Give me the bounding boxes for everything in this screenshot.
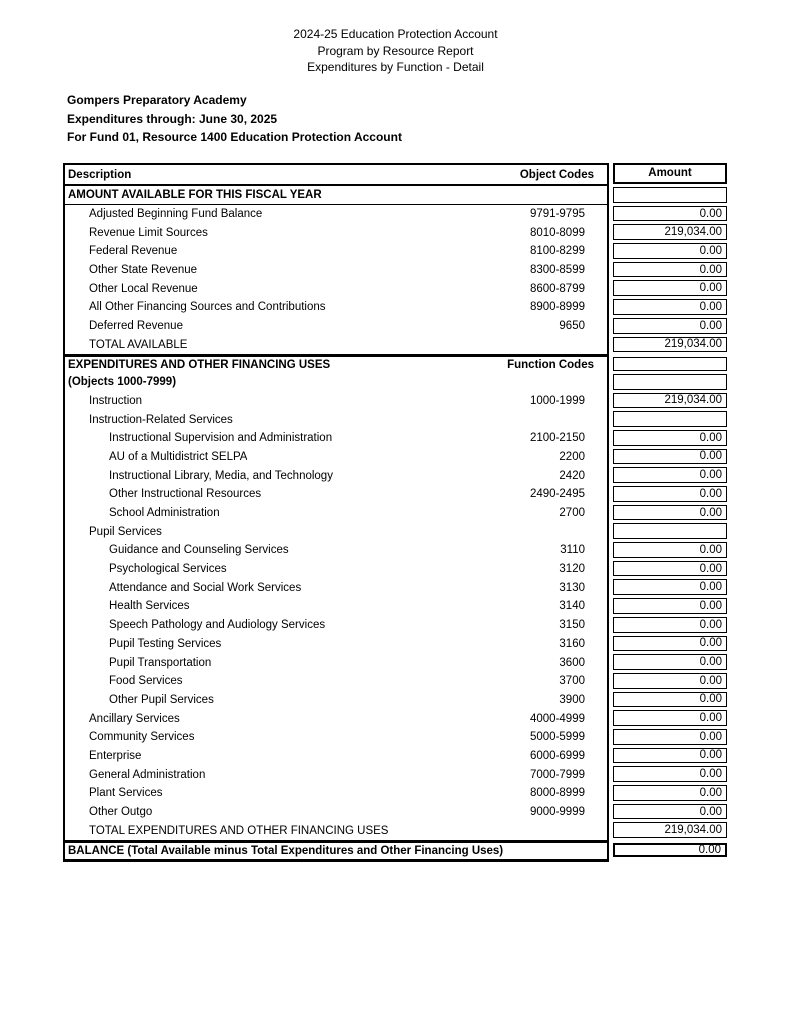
- row-label: Revenue Limit Sources: [89, 226, 208, 239]
- row-object-code: 3900: [559, 693, 585, 706]
- row-label: Other State Revenue: [89, 264, 198, 277]
- amount-row: [613, 336, 727, 355]
- table-row: [65, 354, 607, 373]
- table-row: [65, 522, 607, 541]
- table-row: [65, 597, 607, 616]
- amount-row: [613, 485, 727, 504]
- row-object-code: 3120: [559, 563, 585, 576]
- row-object-code: 3600: [559, 656, 585, 669]
- amount-row: [613, 223, 727, 242]
- amount-row: [613, 616, 727, 635]
- row-object-code: 4000-4999: [530, 712, 585, 725]
- row-label: Pupil Testing Services: [109, 637, 222, 650]
- row-label: Other Local Revenue: [89, 282, 198, 295]
- amount-row: [613, 597, 727, 616]
- amount-row: [613, 821, 727, 840]
- row-object-code: 3140: [559, 600, 585, 613]
- report-table: [63, 163, 727, 862]
- row-label: Deferred Revenue: [89, 320, 183, 333]
- row-label: TOTAL EXPENDITURES AND OTHER FINANCING USES: [89, 824, 389, 837]
- amount-row: [613, 635, 727, 654]
- amount-row: [613, 466, 727, 485]
- row-object-code: 3110: [560, 544, 585, 557]
- amount-row: [613, 653, 727, 672]
- amount-row: [613, 354, 727, 373]
- amount-value: 0.00: [613, 243, 727, 259]
- amount-row: [613, 522, 727, 541]
- amount-row: [613, 709, 727, 728]
- table-row: [65, 821, 607, 840]
- amount-row: [613, 373, 727, 392]
- amount-value: 0.00: [613, 561, 727, 577]
- row-object-code: 8100-8299: [530, 245, 585, 258]
- amount-value: 0.00: [613, 467, 727, 483]
- amount-value: [613, 523, 727, 539]
- table-row: [65, 205, 607, 224]
- description-codes-table: [63, 163, 609, 862]
- table-row: [65, 672, 607, 691]
- amount-row: [613, 242, 727, 261]
- amount-value: 219,034.00: [613, 393, 727, 409]
- amount-value: 0.00: [613, 729, 727, 745]
- table-row: [65, 541, 607, 560]
- amount-value: 0.00: [613, 710, 727, 726]
- amount-value: 219,034.00: [613, 224, 727, 240]
- table-row: [65, 728, 607, 747]
- row-object-code: 8000-8999: [530, 787, 585, 800]
- table-row: [65, 840, 607, 859]
- amount-row: [613, 317, 727, 336]
- amount-value: 0.00: [613, 579, 727, 595]
- amount-row: [613, 691, 727, 710]
- amount-value: 0.00: [613, 654, 727, 670]
- amount-row: [613, 448, 727, 467]
- row-object-code: 8600-8799: [530, 282, 585, 295]
- amount-value: 0.00: [613, 617, 727, 633]
- row-object-code: 2420: [559, 469, 585, 482]
- object-codes-column-header: Object Codes: [519, 168, 594, 181]
- amount-value: 0.00: [613, 262, 727, 278]
- row-label: Federal Revenue: [89, 245, 178, 258]
- amount-column-body: [613, 186, 727, 859]
- row-object-code: 3150: [559, 619, 585, 632]
- row-object-code: 8010-8099: [530, 226, 585, 239]
- row-label: Instruction-Related Services: [89, 413, 233, 426]
- table-row: [65, 410, 607, 429]
- amount-value: 0.00: [613, 430, 727, 446]
- table-body: [65, 186, 607, 859]
- amount-row: [613, 560, 727, 579]
- table-row: [65, 186, 607, 205]
- row-label: All Other Financing Sources and Contributions: [89, 301, 326, 314]
- amount-value: 0.00: [613, 486, 727, 502]
- amount-value: 0.00: [613, 449, 727, 465]
- row-label: General Administration: [89, 768, 206, 781]
- row-object-code: 2490-2495: [530, 488, 585, 501]
- report-title-line2: Program by Resource Report: [317, 43, 474, 58]
- row-label: Instructional Supervision and Administration: [109, 432, 333, 445]
- amount-value: [613, 374, 727, 390]
- amount-row: [613, 672, 727, 691]
- row-object-code: 2200: [559, 450, 585, 463]
- amount-row: [613, 765, 727, 784]
- amount-value: 0.00: [613, 598, 727, 614]
- table-row: [65, 709, 607, 728]
- amount-value: 219,034.00: [613, 337, 727, 353]
- amount-row: [613, 298, 727, 317]
- table-row: [65, 504, 607, 523]
- amount-row: [613, 279, 727, 298]
- report-title-line3: Expenditures by Function - Detail: [307, 60, 484, 74]
- amount-row: [613, 392, 727, 411]
- row-object-code: 3700: [559, 675, 585, 688]
- table-row: [65, 747, 607, 766]
- row-label: Instruction: [89, 394, 143, 407]
- row-label: Health Services: [109, 600, 190, 613]
- row-object-code: 8900-8999: [530, 301, 585, 314]
- row-object-code: 3130: [559, 581, 585, 594]
- table-row: [65, 373, 607, 392]
- table-row: [65, 298, 607, 317]
- table-row: [65, 466, 607, 485]
- amount-value: 0.00: [613, 748, 727, 764]
- amount-value: 0.00: [613, 206, 727, 222]
- row-label: Pupil Services: [89, 525, 162, 538]
- amount-value: 0.00: [613, 785, 727, 801]
- row-object-code: 2100-2150: [530, 432, 585, 445]
- row-label: (Objects 1000-7999): [68, 376, 177, 389]
- amount-column-header: Amount: [613, 163, 727, 184]
- amount-value: 0.00: [613, 804, 727, 820]
- amount-column: [613, 163, 727, 859]
- row-label: TOTAL AVAILABLE: [89, 338, 188, 351]
- row-object-code: 9791-9795: [530, 208, 585, 221]
- report-title-line1: 2024-25 Education Protection Account: [293, 27, 498, 41]
- table-row: [65, 560, 607, 579]
- row-label: Adjusted Beginning Fund Balance: [89, 208, 263, 221]
- row-label: EXPENDITURES AND OTHER FINANCING USES: [68, 359, 331, 372]
- row-label: Community Services: [89, 731, 195, 744]
- row-object-code: 8300-8599: [530, 264, 585, 277]
- agency-name: Gompers Preparatory Academy: [67, 93, 247, 107]
- amount-value: 0.00: [613, 843, 727, 857]
- row-label: AMOUNT AVAILABLE FOR THIS FISCAL YEAR: [68, 188, 322, 201]
- row-label: Enterprise: [89, 749, 142, 762]
- table-row: [65, 616, 607, 635]
- row-label: Attendance and Social Work Services: [109, 581, 302, 594]
- row-object-code: 6000-6999: [530, 749, 585, 762]
- description-column-header: Description: [68, 168, 132, 181]
- row-label: Instructional Library, Media, and Technology: [109, 469, 333, 482]
- row-object-code: 7000-7999: [530, 768, 585, 781]
- table-row: [65, 485, 607, 504]
- amount-row: [613, 803, 727, 822]
- amount-value: 219,034.00: [613, 822, 727, 838]
- amount-value: [613, 357, 727, 371]
- row-label: AU of a Multidistrict SELPA: [109, 450, 248, 463]
- row-object-code: 9650: [559, 320, 585, 333]
- row-object-code: 1000-1999: [530, 394, 585, 407]
- table-row: [65, 653, 607, 672]
- fund-resource-line: For Fund 01, Resource 1400 Education Protection Account: [67, 130, 402, 144]
- row-label: Other Pupil Services: [109, 693, 214, 706]
- table-row: [65, 429, 607, 448]
- amount-value: 0.00: [613, 318, 727, 334]
- table-row: [65, 261, 607, 280]
- table-row: [65, 803, 607, 822]
- amount-row: [613, 840, 727, 859]
- amount-row: [613, 747, 727, 766]
- table-row: [65, 448, 607, 467]
- table-row: [65, 242, 607, 261]
- amount-row: [613, 429, 727, 448]
- table-row: [65, 784, 607, 803]
- amount-row: [613, 728, 727, 747]
- row-label: Psychological Services: [109, 563, 227, 576]
- table-row: [65, 279, 607, 298]
- row-label: Guidance and Counseling Services: [109, 544, 289, 557]
- amount-row: [613, 186, 727, 205]
- amount-value: 0.00: [613, 673, 727, 689]
- row-label: Plant Services: [89, 787, 163, 800]
- amount-row: [613, 504, 727, 523]
- report-info-block: [67, 91, 402, 147]
- row-object-code: 5000-5999: [530, 731, 585, 744]
- amount-value: 0.00: [613, 766, 727, 782]
- expenditures-through-date: Expenditures through: June 30, 2025: [67, 111, 278, 126]
- row-label: Food Services: [109, 675, 183, 688]
- amount-value: 0.00: [613, 636, 727, 652]
- amount-value: [613, 411, 727, 427]
- row-label: Other Outgo: [89, 806, 153, 819]
- row-label: Speech Pathology and Audiology Services: [109, 619, 326, 632]
- function-codes-header: Function Codes: [507, 359, 594, 372]
- amount-value: [613, 187, 727, 203]
- row-object-code: 9000-9999: [530, 806, 585, 819]
- row-object-code: 3160: [559, 637, 585, 650]
- row-label: Pupil Transportation: [109, 656, 212, 669]
- table-row: [65, 223, 607, 242]
- row-label: BALANCE (Total Available minus Total Expenditures and Other Financing Uses): [68, 844, 504, 857]
- amount-value: 0.00: [613, 542, 727, 558]
- row-label: School Administration: [109, 507, 220, 520]
- amount-row: [613, 784, 727, 803]
- table-header-row: [65, 165, 607, 186]
- amount-value: 0.00: [613, 299, 727, 315]
- table-row: [65, 317, 607, 336]
- amount-row: [613, 261, 727, 280]
- amount-value: 0.00: [613, 505, 727, 521]
- table-row: [65, 392, 607, 411]
- table-row: [65, 691, 607, 710]
- table-row: [65, 336, 607, 355]
- amount-value: 0.00: [613, 280, 727, 296]
- amount-row: [613, 578, 727, 597]
- table-row: [65, 635, 607, 654]
- amount-value: 0.00: [613, 692, 727, 708]
- table-row: [65, 765, 607, 784]
- table-row: [65, 578, 607, 597]
- row-label: Ancillary Services: [89, 712, 180, 725]
- report-title-block: [0, 26, 791, 76]
- row-label: Other Instructional Resources: [109, 488, 262, 501]
- amount-row: [613, 205, 727, 224]
- amount-row: [613, 541, 727, 560]
- row-object-code: 2700: [559, 507, 585, 520]
- amount-row: [613, 410, 727, 429]
